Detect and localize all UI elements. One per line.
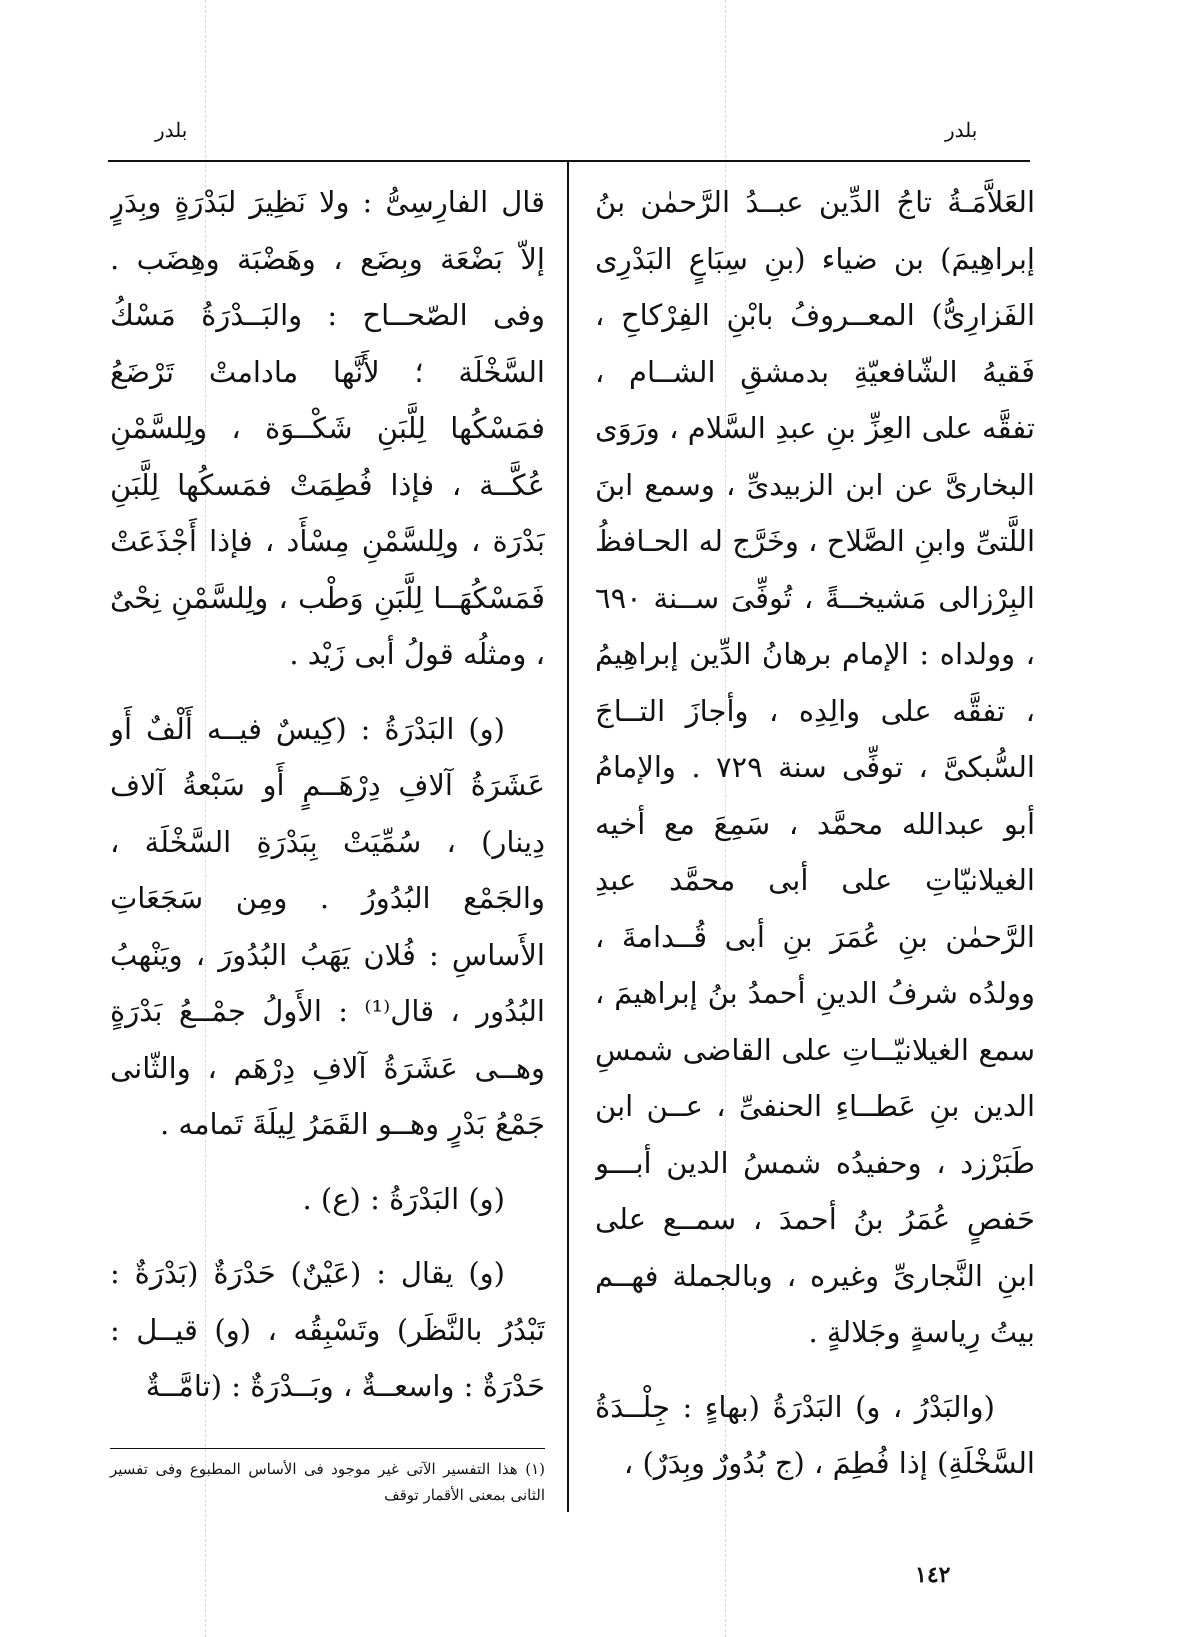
paragraph: (و) يقال : (عَيْنٌ) حَدْرَةٌ (بَدْرَةٌ : تَبْدُرُ بالنَّظَر) وتَسْبِقُه ، (و) قيــل : حَدْرَةٌ : واسعــةٌ ، وبَــدْرَةٌ : (تامَّــةٌ (110, 1256, 545, 1403)
running-header-right: بلدر (945, 118, 978, 142)
paragraph: قال الفارِسِىُّ : ولا نَظِيرَ لبَدْرَةٍ وبِدَرٍ إلاّ بَضْعَة وبِضَع ، وهَضْبَة وهِضَب . وفى الصّحــاح : والبَــدْرَةُ مَسْكُ السَّخْلَة ؛ لأَنَّها مادامتْ تَرْضَعُ فمَسْكُها لِلَّبَنِ شَكْــوَة ، ولِلسَّمْنِ عُكَّــة ، فإذا فُطِمَتْ فمَسكُها لِلَّبَنِ بَدْرَة ، ولِلسَّمْنِ مِسْأَد ، فإذا أَجْذَعَتْ فَمَسْكُهَــا لِلَّبَنِ وَطْب ، ولِلسَّمْنِ نِحْىٌ ، ومثلُه قولُ أبى زَيْد . (110, 185, 545, 671)
right-column (595, 174, 1035, 1554)
footnote-rule (110, 1448, 545, 1449)
column-divider (567, 162, 569, 1512)
running-header-left: بلدر (155, 118, 188, 142)
left-column (110, 174, 545, 1494)
paragraph: (و) البَدْرَةُ : (كِيسٌ فيــه أَلْفٌ أَو عَشَرَةُ آلافِ دِرْهَــمٍ أَو سَبْعةُ آلاف دِينار) ، سُمِّيَتْ بِبَدْرَةِ السَّخْلَة ، والجَمْع البُدُورُ . ومِن سَجَعَاتِ الأَساسِ : فُلان يَهَبُ البُدُورَ ، ويَنْهبُ البُدُور ، قال⁽¹⁾ : الأَولُ جمْــعُ بَدْرَةٍ وهــى عَشَرَةُ آلافِ دِرْهَم ، والثّانى جَمْعُ بَدْرٍ وهــو القَمَرُ لِيلَةَ تَمامه . (110, 711, 545, 1141)
paragraph: العَلاَّمَـةُ تاجُ الدِّين عبــدُ الرَّحمٰن بنُ إبراهِيمَ) بن ضياء (بنِ سِبَاعٍ البَدْرِى الفَزارِىُّ) المعــروفُ بابْنِ الفِرْكاحِ ، فَقيهُ الشّافعيّةِ بدمشقِ الشــام ، تفقَّه على العِزِّ بنِ عبدِ السَّلام ، ورَوَى البخارىَّ عن ابن الزبيدىِّ ، وسمع ابنَ اللَّتىِّ وابنِ الصَّلاح ، وخَرَّج له الحـافظُ البِرْزالى مَشيخــةً ، تُوفِّىَ ســنة ٦٩٠ ، وولداه : الإمام برهانُ الدِّين إبراهِيمُ ، تفقَّه على والِدِه ، وأجازَ التــاجَ السُّبكىَّ ، توفِّى سنة ٧٢٩ . والإمامُ أبو عبدالله محمَّد ، سَمِعَ مع أخيه الغيلانيّاتِ على أبى محمَّد عبدِ الرَّحمٰن بنِ عُمَرَ بنِ أبى قُــدامةَ ، وولدُه شرفُ الدينِ أحمدُ بنُ إبراهيمَ ، سمع الغيلانيّــاتِ على القاضى شمسِ الدين بنِ عَطــاءِ الحنفىِّ ، عــن ابن طَبَرْزد ، وحفيدُه شمسُ الدين أبـــو حَفصٍ عُمَرُ بنُ أحمدَ ، سمــع على ابنِ النَّجارىِّ وغيره ، وبالجملة فهــم بيتُ رِياسةٍ وجَلالةٍ . (595, 185, 1035, 1349)
paragraph: (و) البَدْرَةُ : (ع) . (302, 1181, 505, 1216)
header-rule (108, 160, 1030, 162)
page-number: ١٤٢ (915, 1562, 951, 1588)
paragraph: (والبَدْرُ ، و) البَدْرَةُ (بهاءٍ : جِلْــدَةُ السَّخْلَةِ) إذا فُطِمَ ، (ج بُدُورٌ وبِدَرٌ) ، (595, 1389, 1035, 1480)
footnote: (١) هذا التفسير الآتى غير موجود فى الأساس المطبوع وفى تفسير الثانى بمعنى الأقمار توقف (110, 1460, 545, 1504)
